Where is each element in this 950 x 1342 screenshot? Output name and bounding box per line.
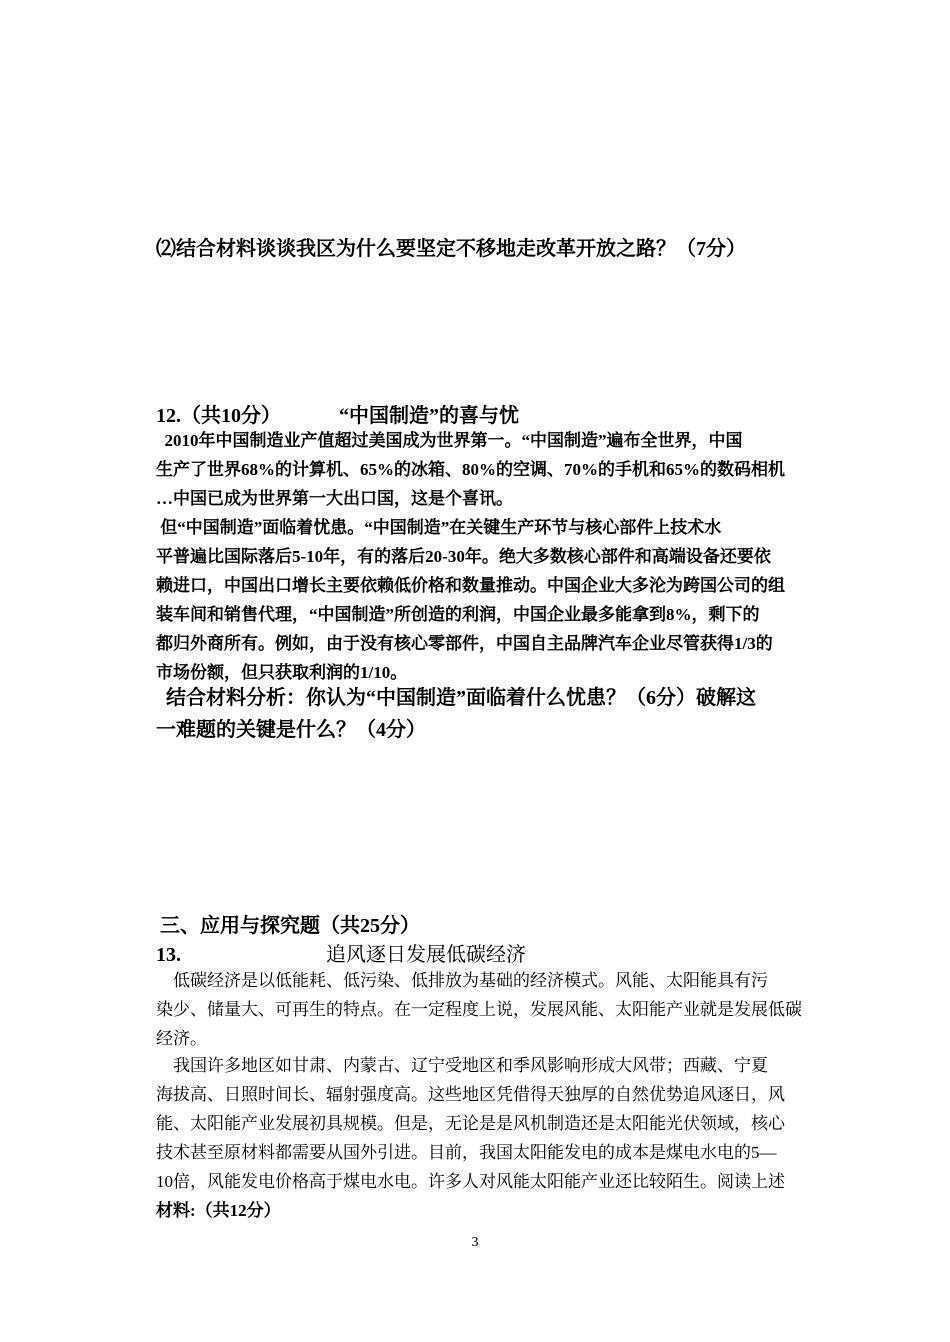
text-line: 海拔高、日照时间长、辐射强度高。这些地区凭借得天独厚的自然优势追风逐日，风 bbox=[156, 1085, 785, 1104]
text-line: 平普遍比国际落后5-10年，有的落后20-30年。绝大多数核心部件和高端设备还要依 bbox=[156, 547, 771, 566]
text-line: 经济。 bbox=[156, 1029, 207, 1048]
question-12-number: 12.（共10分） bbox=[156, 405, 281, 427]
text-line: …中国已成为世界第一大出口国，这是个喜讯。 bbox=[156, 489, 513, 508]
question-13-paragraph-1 bbox=[156, 966, 850, 1053]
text-line: 都归外商所有。例如，由于没有核心零部件，中国自主品牌汽车企业尽管获得1/3的 bbox=[156, 634, 773, 653]
page-number: 3 bbox=[471, 1235, 479, 1250]
text-line: 一难题的关键是什么？（4分） bbox=[156, 719, 426, 741]
question-13-points: 材料:（共12分） bbox=[156, 1201, 281, 1220]
question-2-prompt: ⑵结合材料谈谈我区为什么要坚定不移地走改革开放之路？（7分） bbox=[156, 238, 746, 260]
text-line: 市场份额，但只获取利润的1/10。 bbox=[156, 663, 408, 682]
text-line: 10倍，风能发电价格高于煤电水电。许多人对风能太阳能产业还比较陌生。阅读上述 bbox=[156, 1172, 785, 1191]
question-13-number: 13. bbox=[156, 944, 181, 966]
text-line: 染少、储量大、可再生的特点。在一定程度上说，发展风能、太阳能产业就是发展低碳 bbox=[156, 1000, 802, 1019]
text-line: 但“中国制造”面临着忧患。“中国制造”在关键生产环节与核心部件上技术水 bbox=[156, 518, 722, 537]
text-line: 结合材料分析：你认为“中国制造”面临着什么忧患？（6分）破解这 bbox=[156, 687, 756, 709]
text-line: 我国许多地区如甘肃、内蒙古、辽宁受地区和季风影响形成大风带；西藏、宁夏 bbox=[156, 1056, 768, 1075]
question-13-heading bbox=[156, 938, 526, 967]
question-12-heading bbox=[156, 399, 519, 428]
question-12-title: “中国制造”的喜与忧 bbox=[339, 405, 519, 427]
text-line: 赖进口，中国出口增长主要依赖低价格和数量推动。中国企业大多沦为跨国公司的组 bbox=[156, 576, 785, 595]
question-13-title: 追风逐日发展低碳经济 bbox=[326, 944, 526, 966]
question-12-paragraph-2 bbox=[156, 513, 850, 687]
text-line: 技术甚至原材料都需要从国外引进。目前，我国太阳能发电的成本是煤电水电的5— bbox=[156, 1143, 777, 1162]
section-3-heading: 三、应用与探究题（共25分） bbox=[160, 915, 420, 937]
text-line: 低碳经济是以低能耗、低污染、低排放为基础的经济模式。风能、太阳能具有污 bbox=[156, 971, 768, 990]
question-12-paragraph-1 bbox=[156, 426, 850, 513]
question-12-prompt bbox=[156, 682, 850, 746]
question-13-paragraph-2 bbox=[156, 1051, 850, 1225]
text-line: 装车间和销售代理，“中国制造”所创造的利润，中国企业最多能拿到8%，剩下的 bbox=[156, 605, 760, 624]
text-line: 2010年中国制造业产值超过美国成为世界第一。“中国制造”遍布全世界，中国 bbox=[156, 431, 743, 450]
text-line: 能、太阳能产业发展初具规模。但是，无论是是风机制造还是太阳能光伏领域，核心 bbox=[156, 1114, 785, 1133]
text-line: 生产了世界68%的计算机、65%的冰箱、80%的空调、70%的手机和65%的数码相机 bbox=[156, 460, 785, 479]
